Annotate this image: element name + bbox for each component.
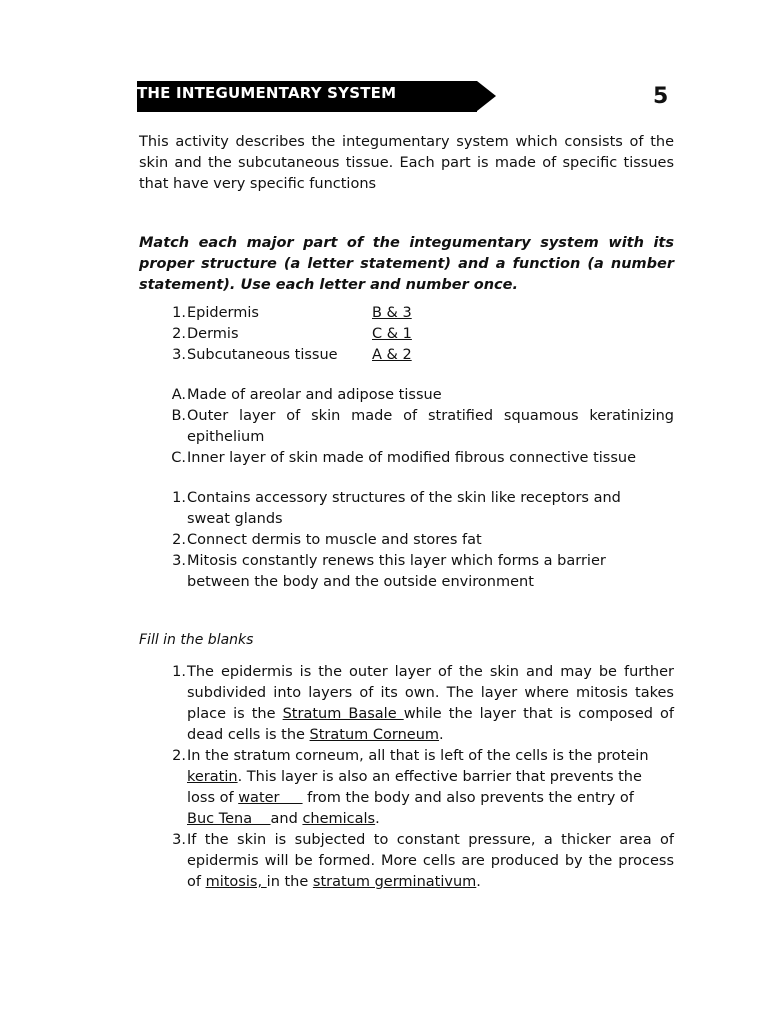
function-text: Mitosis constantly renews this layer which forms a barrier between the body and the outside environment [187,553,606,590]
fill-text: If the skin is subjected to constant pressure, a thicker area of epidermis will be formed. More cells are produced by the process of mitosis, in the stratum germinativum. [187,832,674,890]
match-row [139,324,674,345]
fill-item [139,662,674,746]
fill-blanks-list [139,662,674,893]
match-answer: B & 3 [372,305,412,321]
function-item [139,551,674,593]
structure-text: Outer layer of skin made of stratified squamous keratinizing epithelium [187,408,674,445]
matching-list [139,303,674,366]
function-text: Contains accessory structures of the skin like receptors and sweat glands [187,490,621,527]
part-name: Epidermis [187,305,259,321]
structure-item [139,448,674,469]
blank-answer: water [238,790,303,806]
list-number: 3. [172,832,186,848]
match-answer: C & 1 [372,326,412,342]
blank-answer: keratin [187,769,238,785]
blank-answer: chemicals [302,811,376,827]
fill-text: The epidermis is the outer layer of the skin and may be further subdivided into layers of its own. The layer where mitosis takes place is the Stratum Basale while the layer that is composed of dead cells is the Stratum Corneum. [187,664,674,743]
blank-answer: stratum germinativum [312,874,477,890]
list-number: 3. [172,347,186,363]
list-number: 2. [172,326,186,342]
function-item [139,530,674,551]
list-number: 1. [172,305,186,321]
blank-answer: mitosis, [205,874,267,890]
part-name: Dermis [187,326,239,342]
blank-answer: Stratum Corneum [309,727,440,743]
list-number: 1. [172,664,186,680]
header-arrow-shape [477,81,496,111]
structure-text: Made of areolar and adipose tissue [187,387,442,403]
list-number: 2. [172,748,186,764]
fill-item [139,830,674,893]
list-letter: C. [171,450,186,466]
structure-item [139,385,674,406]
fill-text: In the stratum corneum, all that is left of the cells is the protein keratin. This layer is also an effective barrier that prevents the loss of water from the body and also prevents the entry of Buc Tena and chemicals. [187,748,649,827]
function-text: Connect dermis to muscle and stores fat [187,532,482,548]
list-number: 2. [172,532,186,548]
intro-paragraph: This activity describes the integumentary system which consists of the skin and the subcutaneous tissue. Each part is made of specific tissues that have very specific functions [139,134,674,192]
structure-text: Inner layer of skin made of modified fibrous connective tissue [187,450,637,466]
page-number: 5 [653,84,669,109]
structure-item [139,406,674,448]
part-name: Subcutaneous tissue [187,347,338,363]
match-answer: A & 2 [372,347,412,363]
list-number: 3. [172,553,186,569]
function-item [139,488,674,530]
list-number: 1. [172,490,186,506]
match-row [139,345,674,366]
functions-list [139,488,674,593]
blank-answer: Stratum Basale [282,706,404,722]
fill-blanks-heading: Fill in the blanks [139,632,254,648]
fill-item [139,746,674,830]
blank-answer: Buc Tena [187,811,271,827]
page-title: THE INTEGUMENTARY SYSTEM [137,84,397,102]
list-letter: B. [171,408,186,424]
matching-instructions: Match each major part of the integumentary system with its proper structure (a letter statement) and a function (a number statement). Use each letter and number once. [139,235,674,293]
structures-list [139,385,674,469]
match-row [139,303,674,324]
list-letter: A. [171,387,186,403]
